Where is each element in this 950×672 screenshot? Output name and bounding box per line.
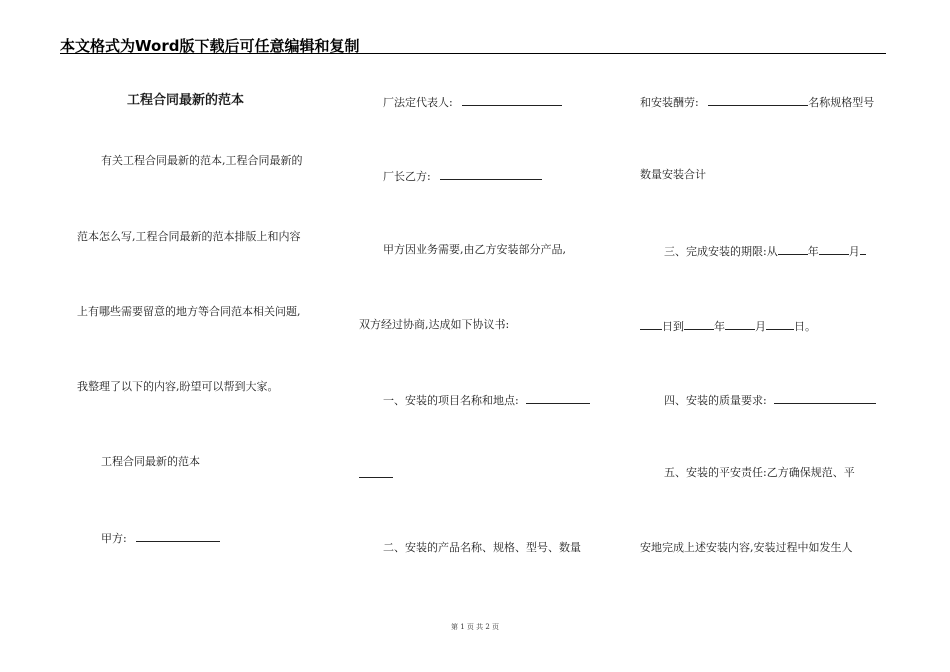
- document-header: 本文格式为Word版下载后可任意编辑和复制: [60, 37, 360, 55]
- period-line-1: [664, 243, 866, 259]
- paragraph-line: 二、安装的产品名称、规格、型号、数量: [383, 541, 581, 554]
- item-1-blank-continued: [359, 466, 393, 478]
- quality-blank: [774, 392, 876, 404]
- item-1-continuation: [359, 466, 393, 482]
- fee-label: 和安装酬劳:: [640, 96, 699, 109]
- item-1-label: 一、安装的项目名称和地点:: [383, 394, 519, 407]
- end-year-blank: [684, 318, 714, 330]
- legal-rep-line: [383, 94, 562, 110]
- item-1-blank: [526, 392, 590, 404]
- paragraph-line: 五、安装的平安责任:乙方确保规范、平: [664, 466, 855, 479]
- header-divider: [60, 53, 886, 54]
- director-b-line: [383, 168, 542, 184]
- director-b-blank: [440, 168, 542, 180]
- page-number: 第 1 页 共 2 页: [450, 623, 500, 631]
- period-line-2: [640, 318, 816, 334]
- year-label: 年: [807, 245, 819, 258]
- period-label: 三、完成安装的期限:从: [664, 245, 778, 258]
- party-a-label: 甲方:: [101, 532, 127, 545]
- paragraph-line: 数量安装合计: [640, 168, 706, 181]
- party-a-blank: [136, 530, 220, 542]
- fee-suffix: 名称规格型号: [808, 96, 875, 109]
- year-label: 年: [714, 320, 725, 333]
- day-label: 日。: [794, 320, 816, 333]
- period-year-blank: [778, 243, 808, 255]
- quality-line: [664, 392, 876, 408]
- period-day-blank: [860, 243, 866, 255]
- paragraph-line: 双方经过协商,达成如下协议书:: [359, 318, 510, 331]
- end-day-blank: [766, 318, 794, 330]
- item-1-line: [383, 392, 590, 408]
- month-label: 月: [755, 320, 766, 333]
- end-month-blank: [725, 318, 755, 330]
- paragraph-line: 甲方因业务需要,由乙方安装部分产品,: [383, 243, 566, 256]
- section-subtitle: 工程合同最新的范本: [101, 455, 200, 468]
- paragraph-line: 安地完成上述安装内容,安装过程中如发生人: [640, 541, 853, 554]
- fee-blank: [708, 94, 808, 106]
- paragraph-line: 范本怎么写,工程合同最新的范本排版上和内容: [77, 230, 301, 243]
- month-label: 月: [848, 245, 860, 258]
- legal-rep-blank: [462, 94, 562, 106]
- party-a-line: [101, 530, 220, 546]
- paragraph-line: 我整理了以下的内容,盼望可以帮到大家。: [77, 380, 279, 393]
- director-b-label: 厂长乙方:: [383, 170, 431, 183]
- paragraph-line: 有关工程合同最新的范本,工程合同最新的: [101, 154, 303, 167]
- fee-line: [640, 94, 874, 110]
- legal-rep-label: 厂法定代表人:: [383, 96, 453, 109]
- period-month-blank: [819, 243, 849, 255]
- document-title: 工程合同最新的范本: [127, 93, 245, 108]
- start-day-blank: [640, 318, 662, 330]
- paragraph-line: 上有哪些需要留意的地方等合同范本相关问题,: [77, 305, 301, 318]
- day-to-label: 日到: [662, 320, 684, 333]
- quality-label: 四、安装的质量要求:: [664, 394, 767, 407]
